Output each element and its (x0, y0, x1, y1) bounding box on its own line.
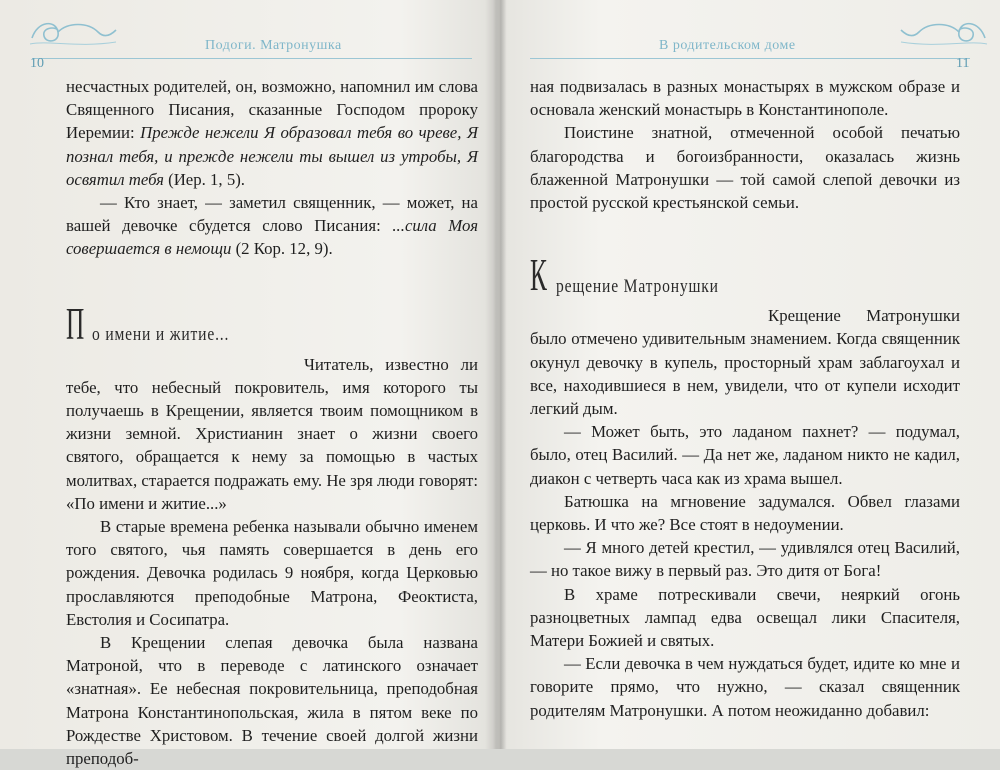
scripture-reference: (2 Кор. 12, 9). (231, 239, 333, 259)
page-number: 11 (956, 56, 970, 71)
paragraph: В Крещении слепая девочка была названа Матроной, что в переводе с латинского означает «знатная». Ее небесная покровительница, преподобная Матрона Константинопольская, жила в пятом веке по Рождестве Христовом. В течение своей долгой жизни преподоб- (66, 633, 478, 769)
heading-initial: К (530, 249, 547, 301)
paragraph: Читатель, известно ли тебе, что небесный покровитель, имя которого ты получаешь в Крещении, является твоим помощником в жизни земной. Христианин знает о жизни своего святого, обращается к нему за помощью в частых молитвах, старается подражать ему. Не зря люди говорят: «По имени и житие...» (66, 354, 478, 513)
text-run: — Кто знает, — заметил священник, — может, на вашей девочке сбудется слово Писания: (66, 193, 478, 236)
scripture-reference: (Иер. 1, 5). (163, 169, 245, 189)
heading-text: рещение Матронушки (556, 276, 719, 298)
right-page (504, 0, 1000, 749)
scripture-quote: ...сила Моя совершается в немощи (66, 216, 478, 259)
paragraph: Крещение Матронушки было отмечено удивительным знамением. Когда священник окунул девочку в купель, просторный храм заблагоухал и все, находившиеся в нем, увидели, что от купели исходит легкий дым. (530, 306, 960, 419)
section-heading (66, 285, 478, 347)
paragraph: — Может быть, это ладаном пахнет? — подумал, было, отец Василий. — Да нет же, ладаном никто не кадил, диакон с четверть часа как из храма вышел. (530, 422, 960, 488)
paragraph: В храме потрескивали свечи, неяркий огонь разноцветных лампад едва освещал лики Спасителя, Матери Божией и святых. (530, 584, 960, 651)
paragraph: Поистине знатной, отмеченной особой печатью благородства и богоизбранности, оказалась жизнь блаженной Матронушки — той самой слепой девочки из простой русской крестьянской семьи. (530, 123, 960, 213)
text-run: несчастных родителей, он, возможно, напомнил им слова Священного Писания, сказанные Господом пророку Иеремии: (66, 77, 478, 143)
paragraph: ная подвизалась в разных монастырях в мужском образе и основала женский монастырь в Константинополе. (530, 77, 960, 120)
header-rule (530, 58, 970, 59)
right-page-text (530, 75, 960, 722)
paragraph: В старые времена ребенка называли обычно именем того святого, чья память совершается в день его рождения. Девочка родилась 9 ноября, когда Церковью прославляются преподобные Матрона, Феоктиста, Евстолия и Сосипатра. (66, 517, 478, 629)
running-head: Подоги. Матронушка (205, 38, 342, 53)
paragraph: Батюшка на мгновение задумался. Обвел глазами церковь. И что же? Все стоят в недоумении. (530, 491, 960, 535)
paragraph (66, 75, 478, 191)
paragraph: — Если девочка в чем нуждаться будет, идите ко мне и говорите прямо, что нужно, — сказал священник родителям Матронушки. А потом неожиданно добавил: (530, 654, 960, 720)
heading-initial: П (66, 297, 84, 349)
page-number: 10 (30, 56, 44, 71)
scripture-quote: Прежде нежели Я образовал тебя во чреве, Я познал тебя, и прежде нежели ты вышел из утробы, Я освятил тебя (66, 123, 478, 189)
header-rule (32, 58, 472, 59)
section-heading (530, 236, 960, 301)
paragraph (66, 191, 478, 261)
running-head: В родительском доме (659, 38, 796, 53)
left-page-text (66, 75, 478, 770)
left-page (0, 0, 496, 769)
heading-text: о имени и житие... (92, 324, 230, 346)
paragraph: — Я много детей крестил, — удивлялся отец Василий, — но такое вижу в первый раз. Это дитя от Бога! (530, 538, 960, 581)
flourish-ornament-icon (28, 14, 118, 48)
flourish-ornament-icon (899, 14, 989, 48)
